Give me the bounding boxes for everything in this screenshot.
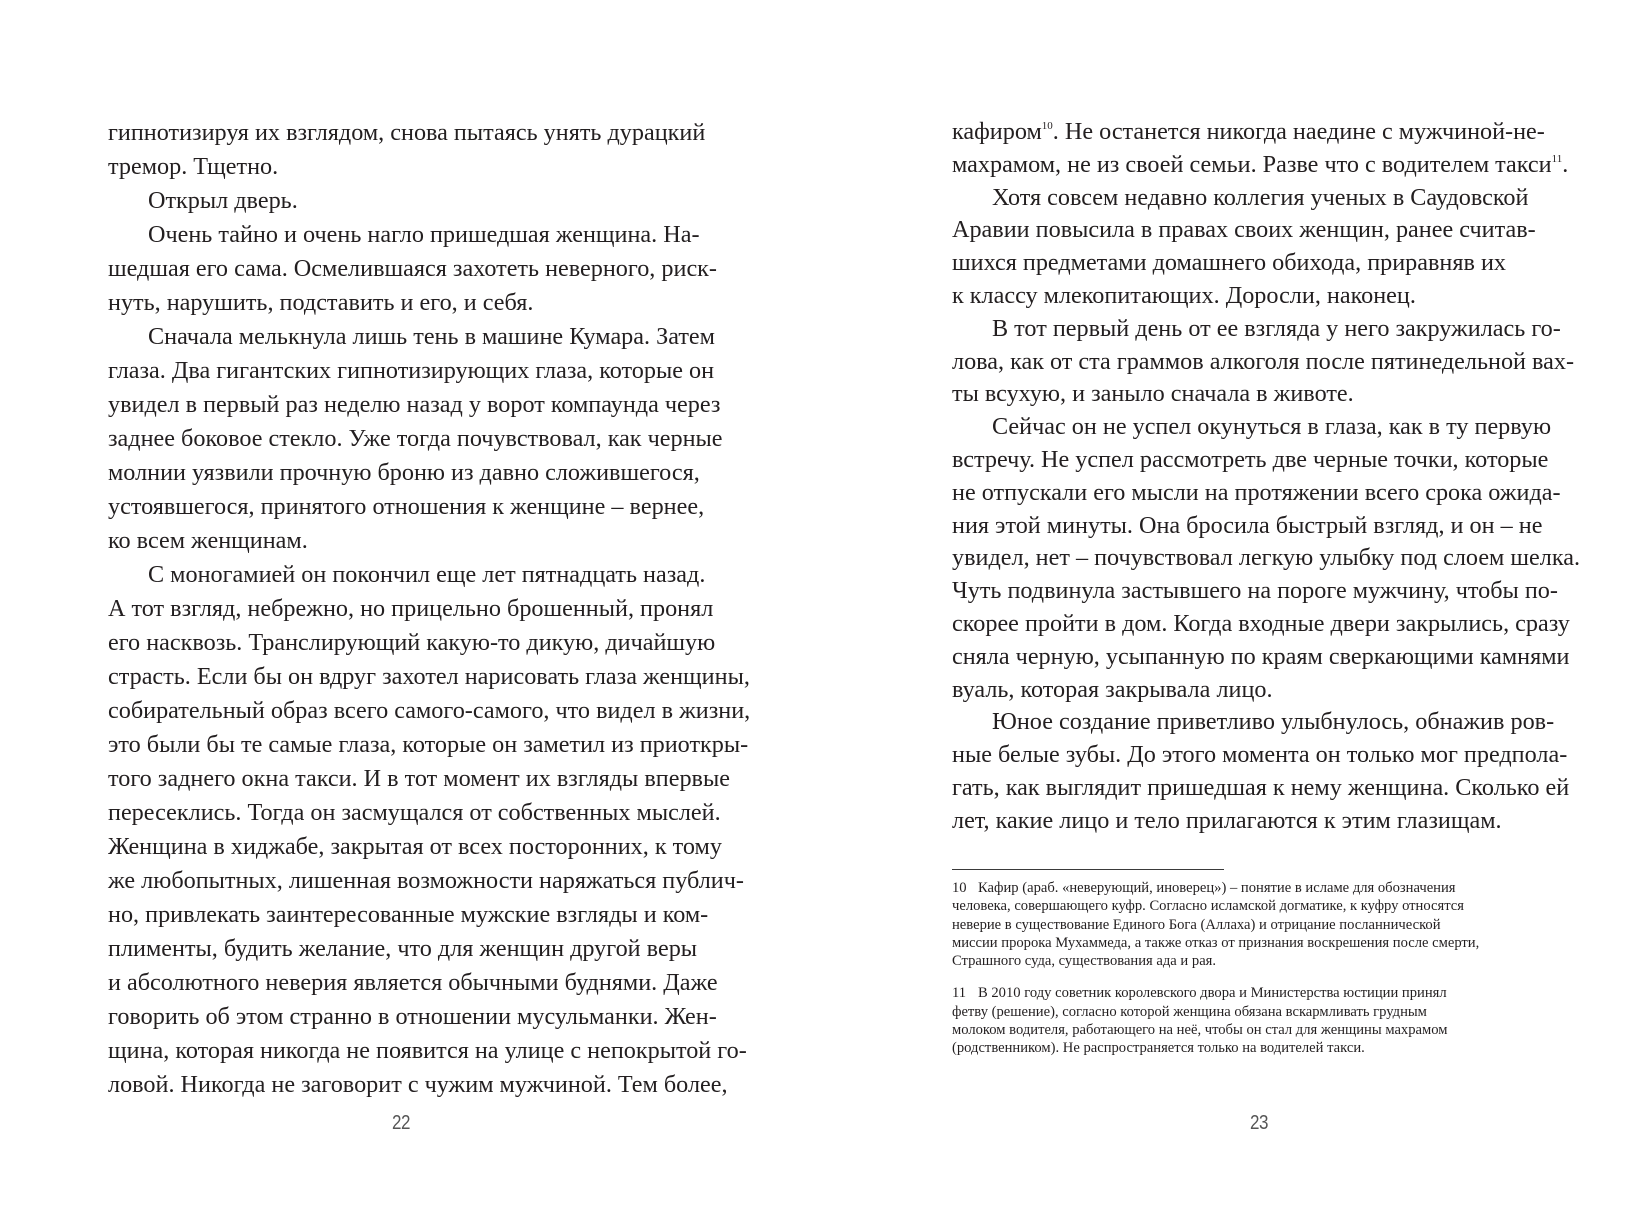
- right-page-body-text: [952, 116, 1580, 838]
- line-text: устоявшегося, принятого отношения к женщине – вернее,: [108, 493, 705, 520]
- text-line: [108, 626, 716, 660]
- text-line: [108, 490, 705, 524]
- line-text: плименты, будить желание, что для женщин другой веры: [108, 935, 698, 962]
- footnote-line: [952, 916, 1535, 934]
- left-page-body-text: [108, 116, 751, 1102]
- text-line: [108, 150, 691, 184]
- line-text-continued: .: [1562, 150, 1569, 178]
- line-text: тремор. Тщетно.: [108, 153, 279, 180]
- text-line: [108, 252, 717, 286]
- line-text: Женщина в хиджабе, закрытая от всех посторонних, к тому: [108, 833, 722, 860]
- text-line: [952, 706, 1555, 739]
- footnote-text: (родственником). Не распространяется только на водителей такси.: [952, 1040, 1365, 1057]
- line-text: Очень тайно и очень нагло пришедшая женщина. На-: [148, 221, 700, 248]
- text-line: [952, 149, 1569, 182]
- footnote-line: [952, 952, 1535, 970]
- text-line: [952, 378, 1535, 411]
- text-line: [952, 542, 1580, 575]
- footnote-text: Кафир (араб. «неверующий, иноверец») – понятие в исламе для обозначения: [978, 880, 1456, 896]
- line-text: В тот первый день от ее взгляда у него закружилась го-: [992, 314, 1561, 342]
- line-text: щина, которая никогда не появится на улице с непокрытой го-: [108, 1037, 747, 1064]
- line-text: лова, как от ста граммов алкоголя после пятинедельной вах-: [952, 347, 1575, 375]
- line-text: скорее пройти в дом. Когда входные двери закрылись, сразу: [952, 609, 1570, 637]
- text-line: [108, 830, 722, 864]
- line-text: вуаль, которая закрывала лицо.: [952, 675, 1273, 703]
- text-line: [952, 805, 1535, 838]
- line-text: говорить об этом странно в отношении мусульманки. Жен-: [108, 1003, 717, 1030]
- right-page: [822, 0, 1644, 1208]
- line-text: пересеклись. Тогда он засмущался от собственных мыслей.: [108, 799, 721, 826]
- line-text: к классу млекопитающих. Доросли, наконец.: [952, 281, 1416, 309]
- line-text: шедшая его сама. Осмелившаяся захотеть неверного, риск-: [108, 255, 717, 282]
- text-line: [108, 320, 715, 354]
- line-text: Открыл дверь.: [148, 187, 298, 214]
- line-text: ко всем женщинам.: [108, 527, 308, 554]
- text-line: [952, 313, 1561, 346]
- text-line: [952, 444, 1549, 477]
- text-line: [952, 346, 1575, 379]
- line-text: Сначала мелькнула лишь тень в машине Кумара. Затем: [148, 323, 715, 350]
- line-text: встречу. Не успел рассмотреть две черные точки, которые: [952, 445, 1549, 473]
- text-line: [108, 524, 691, 558]
- line-text: же любопытных, лишенная возможности наряжаться публич-: [108, 867, 744, 894]
- footnote-text: В 2010 году советник королевского двора и Министерства юстиции принял: [978, 985, 1447, 1002]
- line-text: шихся предметами домашнего обихода, приравняв их: [952, 249, 1507, 277]
- line-text: нуть, нарушить, подставить и его, и себя.: [108, 289, 534, 316]
- footnote-10: [952, 879, 1535, 970]
- text-line: [108, 796, 721, 830]
- text-line: [108, 456, 700, 490]
- text-line: [108, 592, 714, 626]
- line-text-continued: . Не останется никогда наедине с мужчиной-не-: [1052, 118, 1545, 145]
- line-text: махрамом, не из своей семьи. Разве что с водителем такси: [952, 150, 1552, 178]
- page-number-left: 22: [392, 1112, 411, 1134]
- text-line: [108, 932, 698, 966]
- text-line: [108, 1034, 747, 1068]
- line-text: А тот взгляд, небрежно, но прицельно брошенный, пронял: [108, 595, 714, 622]
- line-text: его насквозь. Транслирующий какую-то дикую, дичайшую: [108, 629, 716, 656]
- footnote-text: фетву (решение), согласно которой женщина обязана вскармливать грудным: [952, 1003, 1427, 1020]
- text-line: [108, 762, 730, 796]
- line-text: Аравии повысила в правах своих женщин, ранее считав-: [952, 216, 1536, 244]
- line-text: молнии уязвили прочную броню из давно сложившегося,: [108, 459, 700, 486]
- footnote-text: миссии пророка Мухаммеда, а также отказ от признания воскрешения после смерти,: [952, 934, 1480, 951]
- text-line: [108, 966, 718, 1000]
- text-line: [952, 182, 1535, 215]
- footnote-reference[interactable]: 10: [1041, 120, 1053, 132]
- line-text: Юное создание приветливо улыбнулось, обнажив ров-: [992, 708, 1555, 736]
- text-line: [952, 247, 1535, 280]
- text-line: [108, 116, 706, 150]
- text-line: [108, 388, 721, 422]
- text-line: [108, 864, 744, 898]
- text-line: [108, 422, 723, 456]
- text-line: [108, 1068, 728, 1102]
- text-line: [108, 728, 749, 762]
- footnote-text: молоком водителя, работающего на неё, чтобы он стал для женщины махрамом: [952, 1022, 1448, 1039]
- footnote-line: [952, 879, 1535, 897]
- text-line: [952, 575, 1558, 608]
- footnote-number: 11: [952, 985, 967, 1002]
- footnote-text: неверие в существование Единого Бога (Аллаха) и отрицание посланнической: [952, 916, 1441, 933]
- line-text: но, привлекать заинтересованные мужские взгляды и ком-: [108, 901, 709, 928]
- text-line: [952, 674, 1535, 707]
- line-text: заднее боковое стекло. Уже тогда почувствовал, как черные: [108, 425, 723, 452]
- footnotes: [952, 879, 1535, 1072]
- text-line: [108, 218, 700, 252]
- text-line: [108, 184, 691, 218]
- text-line: [108, 660, 750, 694]
- line-text: гать, как выглядит пришедшая к нему женщина. Сколько ей: [952, 773, 1570, 801]
- line-text: страсть. Если бы он вдруг захотел нарисовать глаза женщины,: [108, 663, 750, 690]
- line-text: лет, какие лицо и тело прилагаются к этим глазищам.: [952, 806, 1502, 834]
- text-line: [952, 214, 1535, 247]
- line-text: кафиром: [952, 118, 1042, 145]
- line-text: увидел в первый раз неделю назад у ворот компаунда через: [108, 391, 721, 418]
- line-text: Чуть подвинула застывшего на пороге мужчину, чтобы по-: [952, 577, 1558, 605]
- text-line: [108, 286, 691, 320]
- line-text: сняла черную, усыпанную по краям сверкающими камнями: [952, 642, 1570, 670]
- text-line: [952, 772, 1570, 805]
- text-line: [952, 510, 1543, 543]
- footnote-text: человека, совершающего куфр. Согласно исламской догматике, к куфру относятся: [952, 898, 1464, 915]
- line-text: это были бы те самые глаза, которые он заметил из приоткры-: [108, 731, 749, 758]
- line-text: С моногамией он покончил еще лет пятнадцать назад.: [148, 561, 706, 588]
- text-line: [108, 898, 709, 932]
- line-text: ты всухую, и заныло сначала в животе.: [952, 380, 1354, 408]
- line-text: увидел, нет – почувствовал легкую улыбку под слоем шелка.: [952, 544, 1580, 572]
- footnote-separator: [952, 869, 1224, 870]
- footnote-number: 10: [952, 880, 967, 896]
- line-text: гипнотизируя их взглядом, снова пытаясь унять дурацкий: [108, 119, 706, 146]
- text-line: [952, 477, 1561, 510]
- line-text: Сейчас он не успел окунуться в глаза, как в ту первую: [992, 413, 1552, 441]
- line-text: ния этой минуты. Она бросила быстрый взгляд, и он – не: [952, 511, 1543, 539]
- text-line: [952, 411, 1552, 444]
- text-line: [108, 1000, 717, 1034]
- footnote-line: [952, 897, 1535, 915]
- line-text: ловой. Никогда не заговорит с чужим мужчиной. Тем более,: [108, 1071, 728, 1098]
- text-line: [952, 280, 1535, 313]
- footnote-line: [952, 934, 1535, 952]
- line-text: Хотя совсем недавно коллегия ученых в Саудовской: [992, 183, 1529, 211]
- text-line: [108, 558, 706, 592]
- footnote-11: [952, 984, 1535, 1057]
- line-text: собирательный образ всего самого-самого, что видел в жизни,: [108, 697, 751, 724]
- text-line: [108, 694, 751, 728]
- line-text: не отпускали его мысли на протяжении всего срока ожида-: [952, 478, 1561, 506]
- line-text: того заднего окна такси. И в тот момент их взгляды впервые: [108, 765, 730, 792]
- footnote-text: Страшного суда, существования ада и рая.: [952, 953, 1217, 970]
- line-text: глаза. Два гигантских гипнотизирующих глаза, которые он: [108, 357, 715, 384]
- page-number-right: 23: [1250, 1112, 1269, 1134]
- footnote-line: [952, 1021, 1535, 1039]
- footnote-line: [952, 984, 1535, 1002]
- text-line: [952, 739, 1568, 772]
- text-line: [952, 608, 1570, 641]
- footnote-reference[interactable]: 11: [1551, 152, 1563, 165]
- text-line: [952, 116, 1545, 149]
- text-line: [952, 641, 1570, 674]
- text-line: [108, 354, 715, 388]
- footnote-line: [952, 1003, 1535, 1021]
- line-text: и абсолютного неверия является обычными буднями. Даже: [108, 969, 718, 996]
- line-text: ные белые зубы. До этого момента он только мог предпола-: [952, 741, 1568, 769]
- footnote-line: [952, 1039, 1535, 1057]
